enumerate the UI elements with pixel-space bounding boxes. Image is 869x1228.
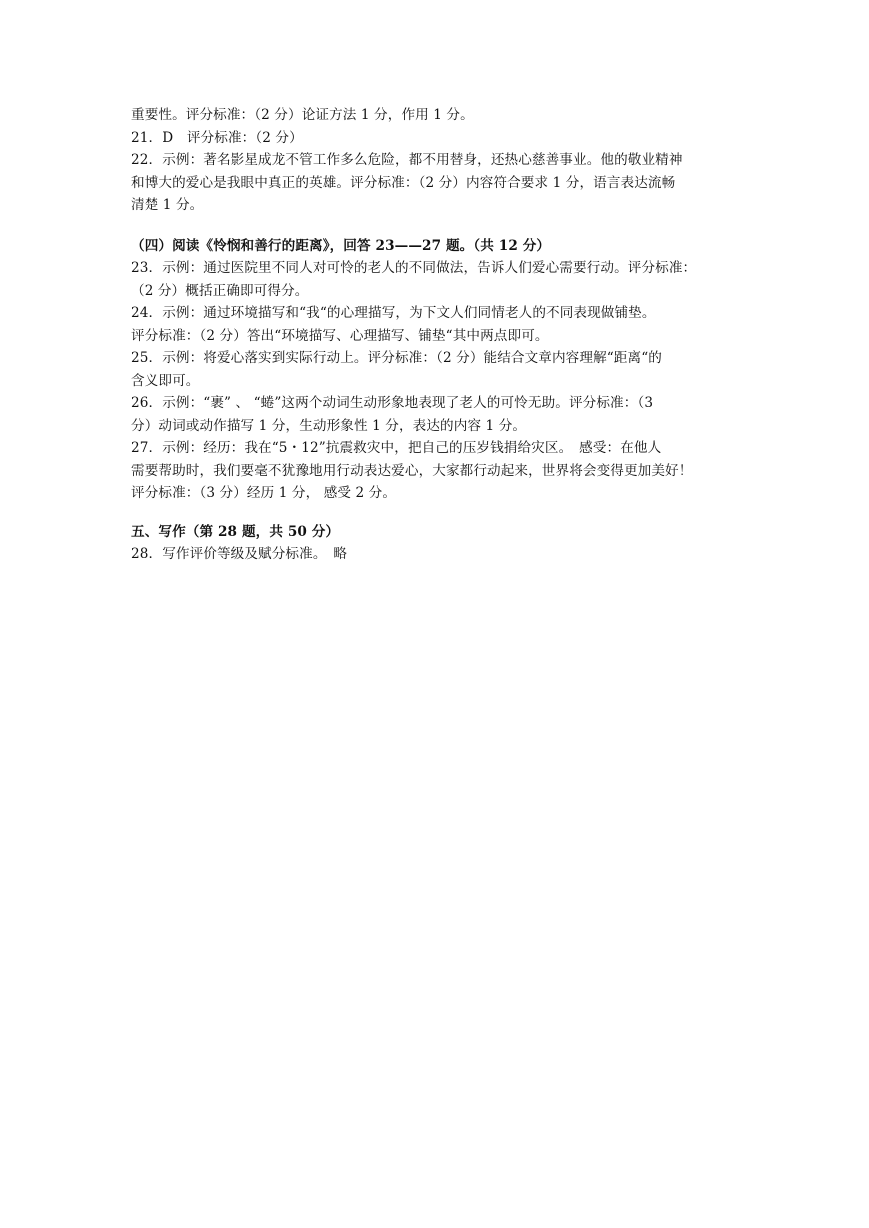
text-line: 重要性。评分标准：（2 分）论证方法 1 分，作用 1 分。 xyxy=(131,107,474,123)
answer-21: 21．D 评分标准：（2 分） xyxy=(131,129,303,146)
answer-22-line-1: 22．示例：著名影星成龙不管工作多么危险，都不用替身，还热心慈善事业。他的敬业精神 xyxy=(131,152,683,168)
answer-27-line-3: 评分标准：（3 分）经历 1 分， 感受 2 分。 xyxy=(131,485,397,501)
spacer xyxy=(131,505,743,521)
section-3-tail xyxy=(131,104,743,217)
answer-26-line-2: 分）动词或动作描写 1 分，生动形象性 1 分，表达的内容 1 分。 xyxy=(131,417,527,434)
section-5 xyxy=(131,521,743,566)
section-4-heading: （四）阅读《怜悯和善行的距离》，回答 23——27 题。（共 12 分） xyxy=(131,237,551,254)
answer-23-line-2: （2 分）概括正确即可得分。 xyxy=(131,282,309,299)
answer-24-line-1: 24．示例：通过环境描写和“我“的心理描写，为下文人们同情老人的不同表现做铺垫。 xyxy=(131,305,656,321)
answer-27-line-2: 需要帮助时，我们要毫不犹豫地用行动表达爱心，大家都行动起来，世界将会变得更加美好！ xyxy=(131,462,693,479)
section-4 xyxy=(131,235,743,505)
answer-26-line-1: 26．示例：“裹” 、 “蜷”这两个动词生动形象地表现了老人的可怜无助。评分标准：（3 xyxy=(131,395,654,411)
answer-22-line-2: 和博大的爱心是我眼中真正的英雄。评分标准：（2 分）内容符合要求 1 分，语言表达流畅 xyxy=(131,174,676,191)
answer-key-page xyxy=(131,104,743,566)
section-5-heading: 五、写作（第 28 题，共 50 分） xyxy=(131,523,340,540)
answer-27-line-1: 27．示例：经历：我在“5・12”抗震救灾中，把自己的压岁钱捐给灾区。 感受：在他人 xyxy=(131,440,662,456)
spacer xyxy=(131,217,743,235)
answer-22-line-3: 清楚 1 分。 xyxy=(131,197,204,213)
answer-28: 28．写作评价等级及赋分标准。 略 xyxy=(131,546,348,562)
answer-23-line-1: 23．示例：通过医院里不同人对可怜的老人的不同做法，告诉人们爱心需要行动。评分标准： xyxy=(131,260,697,276)
answer-25-line-1: 25．示例：将爱心落实到实际行动上。评分标准：（2 分）能结合文章内容理解“距离“的 xyxy=(131,350,662,366)
answer-24-line-2: 评分标准：（2 分）答出“环境描写、心理描写、铺垫“其中两点即可。 xyxy=(131,327,549,344)
answer-25-line-2: 含义即可。 xyxy=(131,372,200,389)
